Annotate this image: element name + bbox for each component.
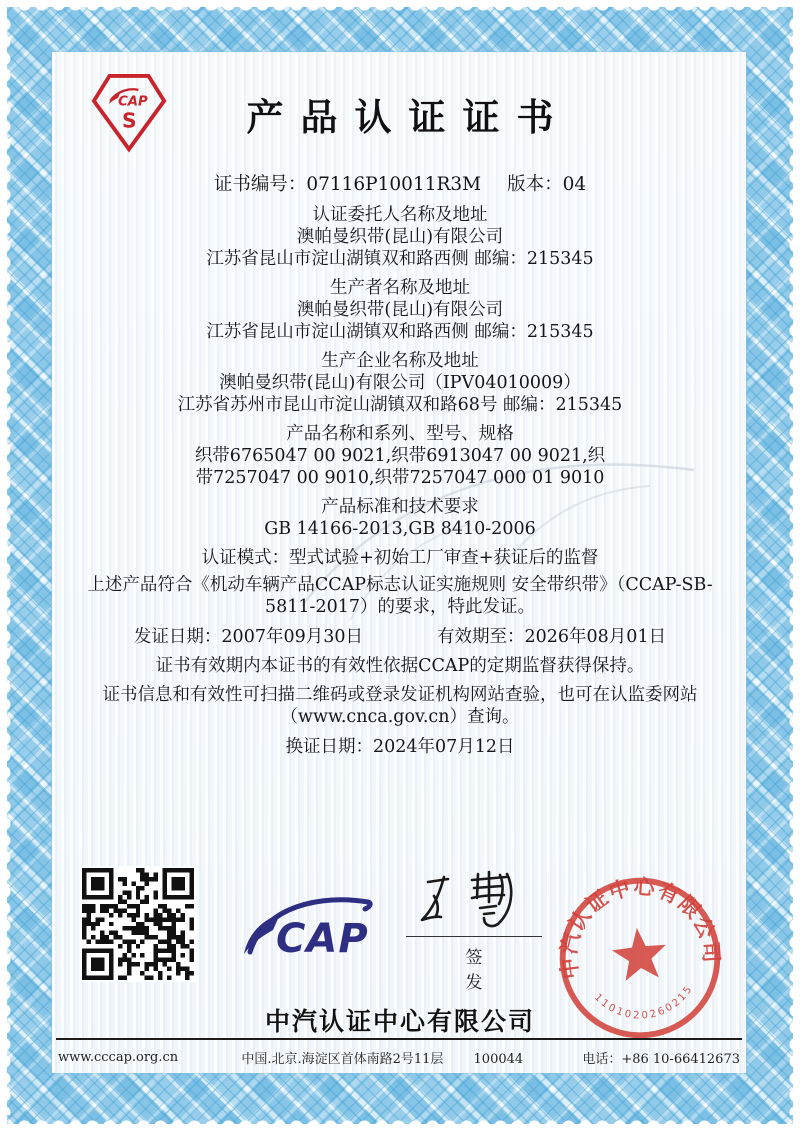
footer-address: 中国.北京.海淀区首体南路2号11层: [241, 1052, 444, 1067]
section-product-models: [56, 423, 744, 489]
renewal-value: 2024年07月12日: [372, 737, 515, 757]
section-heading: 生产者名称及地址: [330, 278, 470, 298]
footer-phone: 电话：+86 10-66412673: [582, 1052, 740, 1067]
valid-until-value: 2026年08月01日: [524, 627, 667, 647]
section-heading: 认证委托人名称及地址: [312, 205, 488, 225]
border-scallop-left: [5, 16, 17, 1115]
issue-date-value: 2007年09月30日: [221, 627, 363, 647]
certificate-number-line: [56, 174, 744, 196]
factory-name: 澳帕曼织带(昆山)有限公司（IPV04010009）: [219, 373, 581, 393]
issuer-company-name: 中汽认证中心有限公司: [264, 1007, 535, 1036]
certification-mode-line: 认证模式：型式试验+初始工厂审查+获证后的监督: [201, 548, 599, 568]
signature-label: 签 发: [465, 948, 509, 993]
footer: [58, 1048, 740, 1067]
renewal-date-line: [56, 736, 744, 758]
qr-code: [80, 866, 196, 982]
valid-until: [437, 626, 666, 648]
signature-block: [406, 868, 542, 993]
product-models: 织带6765047 00 9021,织带6913047 00 9021,织带7257047 00 9010,织带7257047 000 01 9010: [194, 446, 606, 488]
footer-address-block: [237, 1048, 523, 1067]
section-factory: [56, 350, 744, 416]
standards-value: GB 14166-2013,GB 8410-2006: [264, 519, 536, 539]
ccap-logo-text: CAP: [276, 916, 369, 962]
border-scallop-right: [783, 16, 795, 1115]
section-heading: 产品名称和系列、型号、规格: [286, 424, 514, 444]
producer-address: 江苏省昆山市淀山湖镇双和路西侧 邮编：215345: [206, 322, 594, 342]
stamp-ring-text: 中汽认证中心有限公司: [556, 874, 724, 981]
factory-address: 江苏省苏州市昆山市淀山湖镇双和路68号 邮编：215345: [177, 395, 623, 415]
verification-instruction-line: 证书信息和有效性可扫描二维码或登录发证机构网站查验，也可在认监委网站（www.cnca.gov.cn）查询。: [102, 685, 698, 727]
footer-website: www.cccap.org.cn: [58, 1050, 179, 1065]
section-applicant: [56, 204, 744, 270]
signature: [414, 868, 534, 934]
cert-no-value: 07116P10011R3M: [306, 174, 482, 195]
applicant-name: 澳帕曼织带(昆山)有限公司: [296, 227, 504, 247]
section-standards: [56, 496, 744, 540]
section-producer: [56, 277, 744, 343]
footer-divider: [56, 1038, 742, 1040]
applicant-address: 江苏省昆山市淀山湖镇双和路西侧 邮编：215345: [206, 249, 594, 269]
border-scallop-bottom: [16, 1114, 784, 1126]
certificate-body: [56, 0, 744, 758]
footer-postcode: 100044: [473, 1052, 524, 1067]
conformity-statement: 上述产品符合《机动车辆产品CCAP标志认证实施规则 安全带织带》（CCAP-SB-5811-2017）的要求，特此发证。: [87, 575, 713, 617]
valid-until-label: 有效期至：: [437, 627, 525, 647]
renewal-label: 换证日期：: [285, 737, 373, 757]
producer-name: 澳帕曼织带(昆山)有限公司: [296, 300, 504, 320]
ccap-logo: [236, 890, 386, 962]
section-heading: 产品标准和技术要求: [321, 497, 479, 517]
issue-date: [134, 626, 363, 648]
info-sections: [56, 204, 744, 540]
issue-date-label: 发证日期：: [133, 627, 222, 647]
section-heading: 生产企业名称及地址: [321, 351, 479, 371]
stamp-number: 1101020260215: [591, 982, 696, 1022]
cert-no-label: 证书编号：: [213, 174, 307, 195]
diamond-s-text: S: [121, 108, 137, 133]
diamond-cap-text: CAP: [118, 94, 148, 110]
certificate-title: 产品认证证书: [246, 95, 571, 139]
version-label: 版本：: [507, 174, 563, 195]
version-value: 04: [562, 174, 587, 195]
validity-maintenance-line: 证书有效期内本证书的有效性依据CCAP的定期监督获得保持。: [155, 656, 645, 676]
signature-line: [406, 936, 542, 937]
dates-row: [56, 626, 744, 648]
